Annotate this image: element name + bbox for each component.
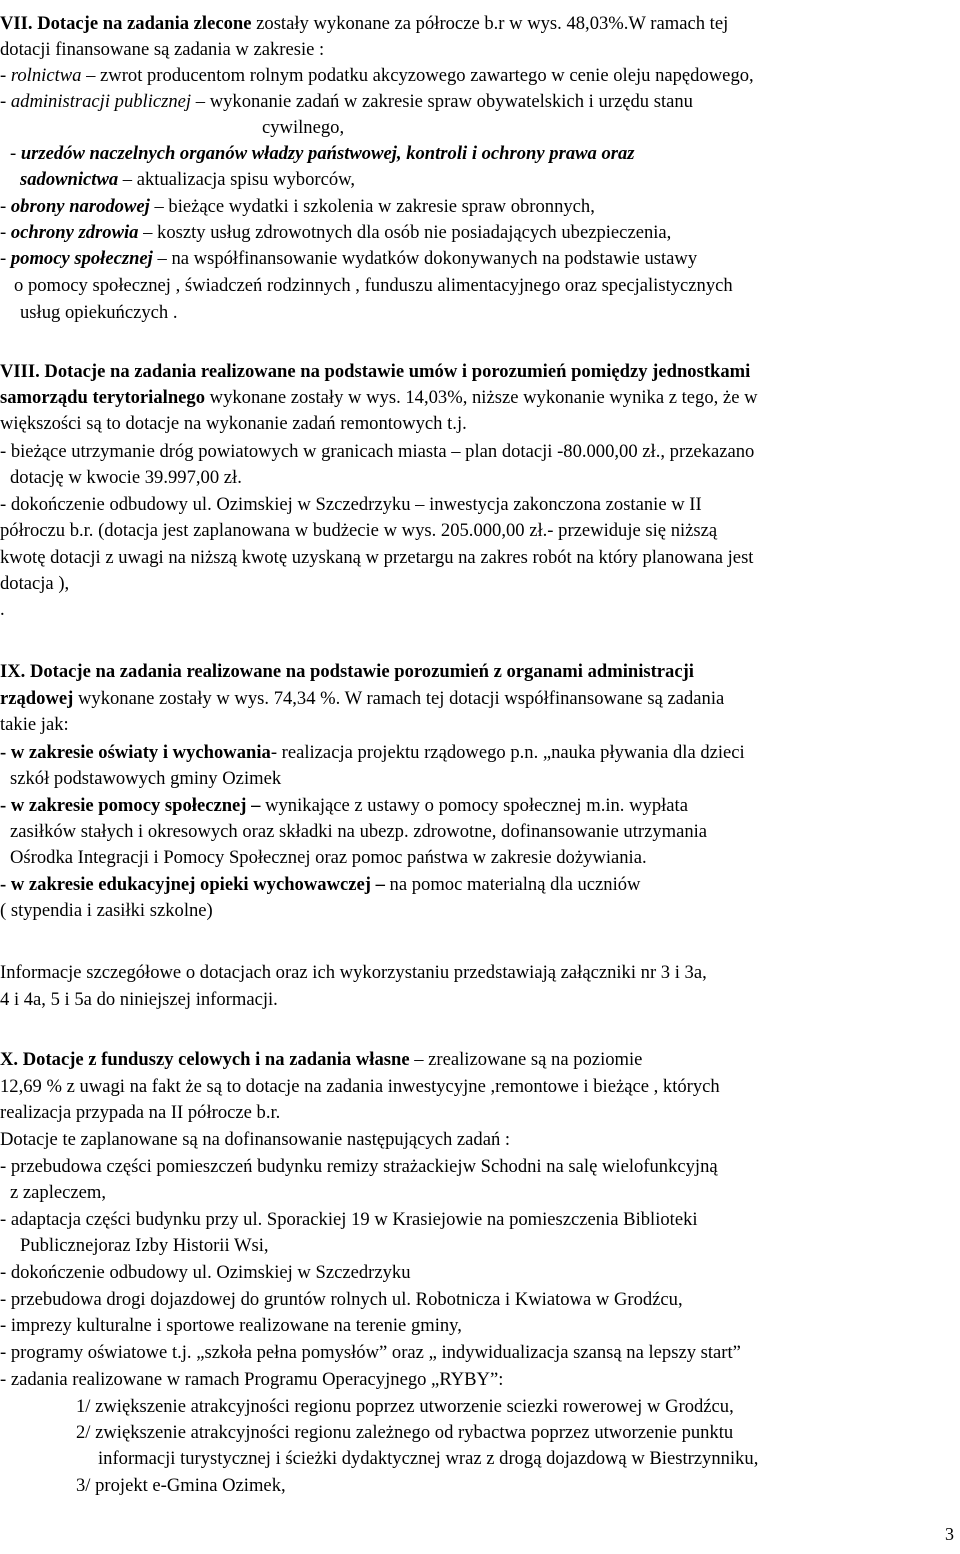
text-line [0, 439, 754, 465]
text-segment: - dokończenie odbudowy ul. Ozimskiej w Szczedrzyku – inwestycja zakonczona zostanie w II [0, 494, 702, 515]
text-line [0, 1340, 741, 1366]
text-segment: wykonane zostały w wys. 14,03%, niższe wykonanie wynika z tego, że w [205, 387, 758, 408]
text-segment: na pomoc materialną dla uczniów [384, 874, 641, 895]
text-segment: szkół podstawowych gminy Ozimek [10, 768, 282, 789]
text-segment: – zwrot producentom rolnym podatku akcyzowego zawartego w cenie oleju napędowego, [81, 65, 754, 86]
text-line [76, 1420, 733, 1446]
text-segment: pomocy społecznej [10, 248, 153, 269]
text-line [0, 659, 694, 685]
text-segment: – wykonanie zadań w zakresie spraw obywatelskich i urzędu stanu [191, 91, 693, 112]
text-segment: Dotacje te zaplanowane są na dofinansowanie następujących zadań : [0, 1129, 511, 1150]
text-segment: VII. Dotacje na zadania zlecone [0, 13, 252, 34]
text-segment: - przebudowa części pomieszczeń budynku remizy strażackiejw Schodni na salę wielofunkcyjną [0, 1156, 718, 1177]
text-line [0, 1207, 698, 1233]
text-segment: IX. Dotacje na zadania realizowane na podstawie porozumień z organami administracji [0, 661, 694, 682]
text-line [0, 1287, 683, 1313]
text-line [10, 1180, 106, 1206]
text-line [0, 712, 69, 738]
text-line [0, 63, 754, 89]
text-line [0, 1154, 718, 1180]
text-line [20, 1233, 269, 1259]
text-segment: - realizacja projektu rządowego p.n. „nauka pływania dla dzieci [270, 742, 745, 763]
text-line [10, 766, 281, 792]
text-segment: o pomocy społecznej , świadczeń rodzinnych , funduszu alimentacyjnego oraz specjalistycznych [14, 275, 733, 296]
text-segment: urzedów naczelnych organów władzy państwowej, kontroli i ochrony prawa oraz [20, 143, 635, 164]
text-segment: sadownictwa [20, 169, 119, 190]
text-line [20, 300, 178, 326]
text-segment: rządowej [0, 688, 74, 709]
text-segment: - [0, 222, 11, 243]
text-segment: dotacji finansowane są zadania w zakresie : [0, 39, 325, 60]
text-segment: - [10, 143, 21, 164]
text-segment: 1/ zwiększenie atrakcyjności regionu poprzez utworzenie sciezki rowerowej w Grodźcu, [76, 1396, 734, 1417]
text-segment: administracji publicznej [10, 91, 192, 112]
text-line [0, 545, 753, 571]
text-segment: - przebudowa drogi dojazdowej do gruntów rolnych ul. Robotnicza i Kwiatowa w Grodźcu, [0, 1289, 683, 1310]
text-segment: – aktualizacja spisu wyborców, [118, 169, 355, 190]
text-segment: Publicznejoraz Izby Historii Wsi, [20, 1235, 269, 1256]
text-segment: 2/ zwiększenie atrakcyjności regionu zależnego od rybactwa poprzez utworzenie punktu [76, 1422, 734, 1443]
text-segment: . [0, 599, 5, 620]
text-line [0, 518, 717, 544]
text-segment: usług opiekuńczych . [20, 302, 178, 323]
text-line [0, 1260, 411, 1286]
page-number: 3 [945, 1524, 954, 1544]
text-segment: - [0, 248, 11, 269]
text-segment: 4 i 4a, 5 i 5a do niniejszej informacji. [0, 989, 278, 1010]
text-line [0, 11, 728, 37]
text-segment: wykonane zostały w wys. 74,34 %. W ramach tej dotacji współfinansowane są zadania [73, 688, 725, 709]
text-line [0, 686, 724, 712]
text-line [0, 1074, 720, 1100]
text-line [76, 1394, 734, 1420]
text-segment: VIII. Dotacje na zadania realizowane na podstawie umów i porozumień pomiędzy jednostkami [0, 361, 751, 382]
text-segment: - [0, 65, 11, 86]
text-line [0, 359, 750, 385]
text-segment: cywilnego, [262, 117, 345, 138]
text-segment: - [0, 91, 11, 112]
text-segment: obrony narodowej [10, 196, 150, 217]
text-segment: dotację w kwocie 39.997,00 zł. [10, 467, 242, 488]
text-segment: kwotę dotacji z uwagi na niższą kwotę uzyskaną w przetargu na zakres robót na który planowana jest [0, 547, 754, 568]
text-segment: - bieżące utrzymanie dróg powiatowych w granicach miasta – plan dotacji -80.000,00 zł., przekazano [0, 441, 755, 462]
text-line [0, 597, 5, 623]
text-segment: Ośrodka Integracji i Pomocy Społecznej oraz pomoc państwa w zakresie dożywiania. [10, 847, 647, 868]
text-segment: – bieżące wydatki i szkolenia w zakresie spraw obronnych, [149, 196, 595, 217]
text-line [0, 740, 745, 766]
text-line [262, 115, 344, 141]
text-segment: - imprezy kulturalne i sportowe realizowane na terenie gminy, [0, 1315, 462, 1336]
text-line [10, 845, 647, 871]
text-line [0, 1367, 503, 1393]
text-segment: realizacja przypada na II półrocze b.r. [0, 1102, 281, 1123]
text-line [76, 1473, 286, 1499]
text-segment: – koszty usług zdrowotnych dla osób nie posiadających ubezpieczenia, [138, 222, 672, 243]
text-line [0, 960, 707, 986]
text-line [0, 1100, 280, 1126]
text-line [10, 819, 707, 845]
text-line [0, 793, 688, 819]
text-segment: z zapleczem, [10, 1182, 106, 1203]
text-line [0, 987, 278, 1013]
text-segment: - zadania realizowane w ramach Programu Operacyjnego „RYBY”: [0, 1369, 504, 1390]
text-segment: samorządu terytorialnego [0, 387, 206, 408]
text-segment: wynikające z ustawy o pomocy społecznej m.in. wypłata [260, 795, 688, 816]
text-segment: rolnictwa [10, 65, 82, 86]
text-segment: - adaptacja części budynku przy ul. Sporackiej 19 w Krasiejowie na pomieszczenia Biblioteki [0, 1209, 698, 1230]
text-segment: X. Dotacje z funduszy celowych i na zadania własne [0, 1049, 410, 1070]
text-line [0, 385, 758, 411]
text-segment: - [0, 196, 11, 217]
text-segment: 12,69 % z uwagi na fakt że są to dotacje na zadania inwestycyjne ,remontowe i bieżące , których [0, 1076, 720, 1097]
text-line [10, 465, 242, 491]
text-line [98, 1446, 758, 1472]
text-segment: - w zakresie pomocy społecznej – [0, 795, 261, 816]
text-line [14, 273, 733, 299]
text-segment: większości są to dotacje na wykonanie zadań remontowych t.j. [0, 413, 467, 434]
text-segment: ochrony zdrowia [10, 222, 139, 243]
text-line [0, 1047, 642, 1073]
text-segment: – zrealizowane są na poziomie [409, 1049, 643, 1070]
text-line [0, 411, 467, 437]
text-segment: takie jak: [0, 714, 69, 735]
text-line [0, 571, 69, 597]
text-line [0, 220, 671, 246]
text-line [0, 37, 324, 63]
text-line [0, 492, 702, 518]
text-line [0, 1127, 510, 1153]
text-line [0, 194, 595, 220]
text-segment: - w zakresie edukacyjnej opieki wychowawczej – [0, 874, 385, 895]
text-line [0, 246, 697, 272]
text-segment: ( stypendia i zasiłki szkolne) [0, 900, 213, 921]
text-line [0, 1313, 462, 1339]
text-segment: Informacje szczegółowe o dotacjach oraz ich wykorzystaniu przedstawiają załączniki nr 3 i 3a, [0, 962, 707, 983]
text-segment: zostały wykonane za półrocze b.r w wys. 48,03%.W ramach tej [251, 13, 729, 34]
text-segment: informacji turystycznej i ścieżki dydaktycznej wraz z drogą dojazdową w Biestrzynniku, [98, 1448, 759, 1469]
text-segment: półroczu b.r. (dotacja jest zaplanowana w budżecie w wys. 205.000,00 zł.- przewiduje się niższą [0, 520, 718, 541]
text-segment: dotacja ), [0, 573, 70, 594]
text-line [20, 167, 355, 193]
text-segment: – na współfinansowanie wydatków dokonywanych na podstawie ustawy [152, 248, 698, 269]
text-line [10, 141, 635, 167]
text-segment: - w zakresie oświaty i wychowania [0, 742, 271, 763]
text-line [0, 89, 693, 115]
text-segment: zasiłków stałych i okresowych oraz składki na ubezp. zdrowotne, dofinansowanie utrzymania [10, 821, 708, 842]
text-line [0, 872, 640, 898]
text-segment: - dokończenie odbudowy ul. Ozimskiej w Szczedrzyku [0, 1262, 411, 1283]
text-segment: 3/ projekt e-Gmina Ozimek, [76, 1475, 286, 1496]
text-line [0, 898, 213, 924]
text-segment: - programy oświatowe t.j. „szkoła pełna pomysłów” oraz „ indywidualizacja szansą na lepszy start” [0, 1342, 741, 1363]
